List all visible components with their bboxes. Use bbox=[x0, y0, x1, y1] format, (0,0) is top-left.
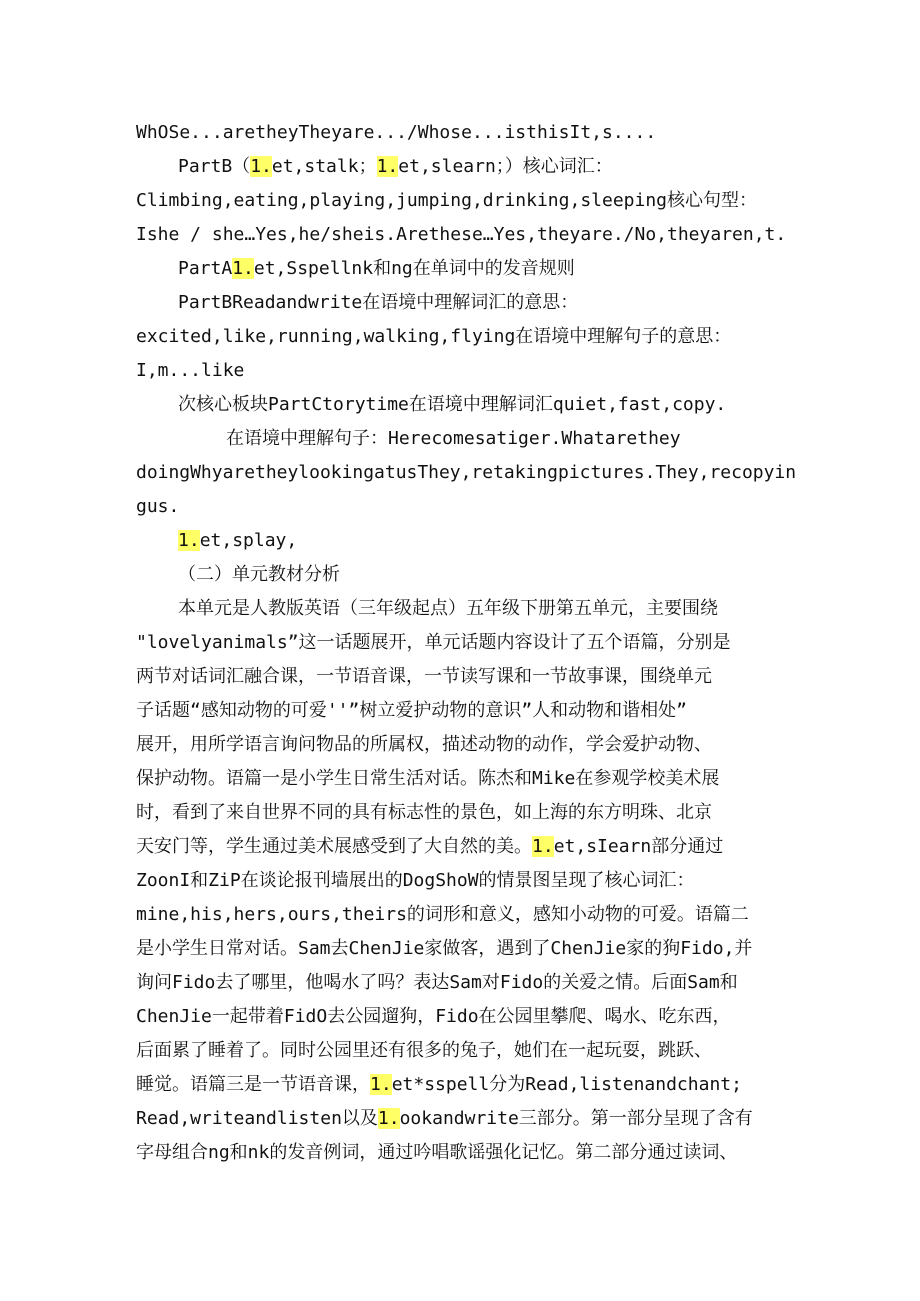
text-segment: 后面累了睡着了。同时公园里还有很多的兔子，她们在一起玩耍，跳跃、 bbox=[136, 1040, 712, 1061]
text-line bbox=[136, 252, 796, 286]
highlighted-text: 1. bbox=[532, 836, 554, 857]
text-line bbox=[136, 966, 796, 1000]
highlighted-text: 1. bbox=[250, 156, 272, 177]
text-segment: PartA bbox=[178, 258, 233, 279]
text-line bbox=[136, 932, 796, 966]
text-line bbox=[136, 694, 796, 728]
text-segment: Ishe / she…Yes,he/sheis.Arethese…Yes,theyare./No,theyaren,t. bbox=[136, 224, 787, 245]
text-line bbox=[136, 1034, 796, 1068]
text-segment: et,Sspellnk和ng在单词中的发音规则 bbox=[253, 258, 575, 279]
text-segment: 睡觉。语篇三是一节语音课， bbox=[136, 1074, 370, 1095]
text-line bbox=[136, 320, 796, 354]
document-body bbox=[136, 116, 796, 1170]
text-line bbox=[136, 660, 796, 694]
text-segment: ookandwrite三部分。第一部分呈现了含有 bbox=[399, 1108, 753, 1129]
text-line bbox=[136, 1068, 796, 1102]
text-segment: et,slearn；）核心词汇： bbox=[398, 156, 613, 177]
text-segment: "lovelyanimals”这一话题展开，单元话题内容设计了五个语篇，分别是 bbox=[136, 632, 731, 653]
text-segment: 询问Fido去了哪里，他喝水了吗？表达Sam对Fido的关爱之情。后面Sam和 bbox=[136, 972, 738, 993]
text-line bbox=[136, 1136, 796, 1170]
highlighted-text: 1. bbox=[370, 1074, 392, 1095]
text-line bbox=[136, 592, 796, 626]
text-segment: 在语境中理解句子：Herecomesatiger.Whatarethey bbox=[226, 428, 681, 449]
text-segment: Climbing,eating,playing,jumping,drinking,sleeping核心句型： bbox=[136, 190, 758, 211]
text-line bbox=[136, 864, 796, 898]
text-segment: WhOSe...aretheyTheyare.../Whose...isthisIt,s.... bbox=[136, 122, 657, 143]
highlighted-text: 1. bbox=[377, 1108, 400, 1129]
text-line bbox=[136, 1102, 796, 1136]
text-segment: mine,his,hers,ours,theirs的词形和意义，感知小动物的可爱。语篇二 bbox=[136, 904, 749, 925]
text-segment: 子话题“感知动物的可爱''”树立爱护动物的意识”人和动物和谐相处” bbox=[136, 700, 688, 721]
text-segment: et,stalk； bbox=[271, 156, 377, 177]
text-segment: excited,like,running,walking,flying在语境中理解句子的意思： bbox=[136, 326, 732, 347]
text-segment: 时，看到了来自世界不同的具有标志性的景色，如上海的东方明珠、北京 bbox=[136, 802, 712, 823]
text-segment: et,sIearn部分通过 bbox=[553, 836, 724, 857]
text-line bbox=[136, 286, 796, 320]
highlighted-text: 1. bbox=[376, 156, 399, 177]
text-line bbox=[136, 422, 796, 456]
text-line bbox=[136, 456, 796, 490]
text-line bbox=[136, 184, 796, 218]
highlighted-text: 1. bbox=[232, 258, 254, 279]
text-segment: ChenJie一起带着FidO去公园遛狗，Fido在公园里攀爬、喝水、吃东西， bbox=[136, 1006, 731, 1027]
text-segment: 是小学生日常对话。Sam去ChenJie家做客，遇到了ChenJie家的狗Fido,并 bbox=[136, 938, 753, 959]
text-segment: doingWhyaretheylookingatusThey,retakingpictures.They,recopyin bbox=[136, 462, 796, 483]
text-line bbox=[136, 354, 796, 388]
text-line bbox=[136, 796, 796, 830]
text-segment: gus. bbox=[136, 496, 180, 517]
text-segment: PartB（ bbox=[178, 156, 251, 177]
text-segment: （二）单元教材分析 bbox=[178, 564, 340, 585]
text-line bbox=[136, 762, 796, 796]
text-segment: 两节对话词汇融合课，一节语音课，一节读写课和一节故事课，围绕单元 bbox=[136, 666, 712, 687]
text-line bbox=[136, 830, 796, 864]
text-segment: 保护动物。语篇一是小学生日常生活对话。陈杰和Mike在参观学校美术展 bbox=[136, 768, 720, 789]
text-segment: I,m...like bbox=[136, 360, 245, 381]
text-line bbox=[136, 728, 796, 762]
text-line bbox=[136, 898, 796, 932]
text-line bbox=[136, 218, 796, 252]
highlighted-text: 1. bbox=[178, 530, 200, 551]
text-segment: 本单元是人教版英语（三年级起点）五年级下册第五单元，主要围绕 bbox=[178, 598, 718, 619]
text-line bbox=[136, 490, 796, 524]
text-segment: 展开，用所学语言询问物品的所属权，描述动物的动作，学会爱护动物、 bbox=[136, 734, 712, 755]
text-line bbox=[136, 116, 796, 150]
text-segment: et*sspell分为Read,listenandchant; bbox=[391, 1074, 742, 1095]
text-segment: et,splay, bbox=[199, 530, 298, 551]
text-line bbox=[136, 1000, 796, 1034]
text-line bbox=[136, 150, 796, 184]
text-line bbox=[136, 388, 796, 422]
text-segment: 天安门等，学生通过美术展感受到了大自然的美。 bbox=[136, 836, 532, 857]
text-segment: ZoonI和ZiP在谈论报刊墙展出的DogShoW的情景图呈现了核心词汇： bbox=[136, 870, 695, 891]
text-segment: PartBReadandwrite在语境中理解词汇的意思： bbox=[178, 292, 579, 313]
text-line bbox=[136, 524, 796, 558]
text-segment: 次核心板块PartCtorytime在语境中理解词汇quiet,fast,copy. bbox=[178, 394, 727, 415]
text-segment: Read,writeandlisten以及 bbox=[136, 1108, 378, 1129]
text-segment: 字母组合ng和nk的发音例词，通过吟唱歌谣强化记忆。第二部分通过读词、 bbox=[136, 1142, 738, 1163]
text-line bbox=[136, 626, 796, 660]
text-line bbox=[136, 558, 796, 592]
